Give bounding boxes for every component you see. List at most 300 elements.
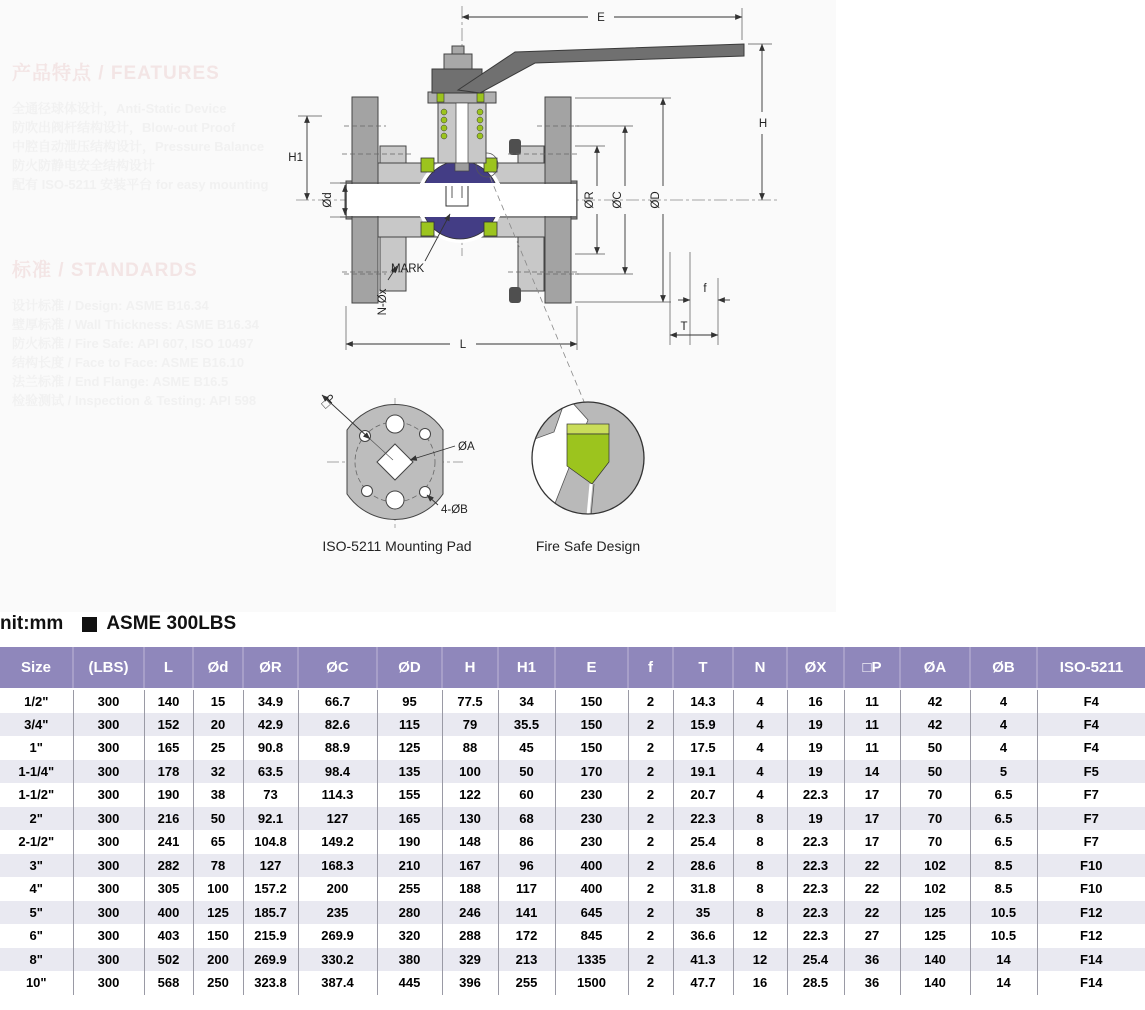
bullet-square-icon bbox=[82, 617, 97, 632]
spec-cell-r6-c11: 25.4 bbox=[673, 830, 733, 854]
spec-cell-r0-c14: 11 bbox=[844, 689, 900, 713]
spec-cell-r10-c14: 27 bbox=[844, 924, 900, 948]
spec-col-header-14: □P bbox=[844, 647, 900, 689]
spec-cell-r8-c4: 157.2 bbox=[243, 877, 298, 901]
spec-cell-r9-c12: 8 bbox=[733, 901, 787, 925]
spec-cell-r7-c16: 8.5 bbox=[970, 854, 1037, 878]
spec-cell-r3-c17: F5 bbox=[1083, 763, 1099, 779]
spec-cell-r11-c15: 140 bbox=[900, 948, 970, 972]
spec-cell-r11-c13: 25.4 bbox=[787, 948, 844, 972]
spec-cell-r11-c7: 329 bbox=[442, 948, 498, 972]
dim-H bbox=[748, 44, 772, 200]
iso5211-pad-view bbox=[320, 392, 475, 528]
spec-cell-r8-c13: 22.3 bbox=[787, 877, 844, 901]
spec-cell-r10-c12: 12 bbox=[733, 924, 787, 948]
spec-cell-r6-c6: 190 bbox=[377, 830, 442, 854]
spec-cell-r2-c2: 165 bbox=[144, 736, 193, 760]
spec-cell-r12-c14: 36 bbox=[844, 971, 900, 995]
spec-cell-r3-c16: 5 bbox=[970, 760, 1037, 784]
spec-cell-r1-c14: 11 bbox=[844, 713, 900, 737]
spec-cell-r3-c10: 2 bbox=[628, 760, 673, 784]
spec-cell-r7-c12: 8 bbox=[733, 854, 787, 878]
spec-cell-r10-c7: 288 bbox=[442, 924, 498, 948]
spec-cell-r4-c2: 190 bbox=[144, 783, 193, 807]
spec-cell-r3-c13: 19 bbox=[787, 760, 844, 784]
spec-cell-r7-c9: 400 bbox=[555, 854, 628, 878]
spec-cell-r6-c12: 8 bbox=[733, 830, 787, 854]
table-row bbox=[0, 971, 1145, 995]
spec-cell-r11-c16: 14 bbox=[970, 948, 1037, 972]
spec-cell-r9-c2: 400 bbox=[144, 901, 193, 925]
spec-cell-r6-c7: 148 bbox=[442, 830, 498, 854]
spec-cell-r4-c17: F7 bbox=[1083, 787, 1099, 803]
stem-assembly bbox=[428, 92, 496, 171]
spec-cell-r6-c4: 104.8 bbox=[243, 830, 298, 854]
pad-label-OB: 4-ØB bbox=[441, 504, 468, 516]
faded-line: 防火防静电安全结构设计 bbox=[12, 158, 156, 173]
spec-cell-r4-c13: 22.3 bbox=[787, 783, 844, 807]
spec-cell-r10-c11: 36.6 bbox=[673, 924, 733, 948]
spec-col-header-13: ØX bbox=[787, 647, 844, 689]
spec-cell-r5-c9: 230 bbox=[555, 807, 628, 831]
spec-cell-r5-c16: 6.5 bbox=[970, 807, 1037, 831]
spec-cell-r12-c8: 255 bbox=[498, 971, 555, 995]
pad-caption: ISO-5211 Mounting Pad bbox=[322, 538, 472, 554]
spec-cell-r0-c12: 4 bbox=[733, 689, 787, 713]
spec-cell-r12-c16: 14 bbox=[970, 971, 1037, 995]
spec-cell-r3-c5: 98.4 bbox=[298, 760, 377, 784]
spec-cell-r8-c10: 2 bbox=[628, 877, 673, 901]
spec-cell-r0-c1: 300 bbox=[73, 689, 144, 713]
spec-cell-r2-c13: 19 bbox=[787, 736, 844, 760]
body-stud-bottom bbox=[509, 287, 521, 303]
series-text: ASME 300LBS bbox=[106, 613, 237, 634]
dim-label-L: L bbox=[459, 339, 467, 351]
dim-label-f: f bbox=[703, 283, 707, 295]
spec-cell-r10-c9: 845 bbox=[555, 924, 628, 948]
spec-cell-r0-c7: 77.5 bbox=[442, 689, 498, 713]
spec-cell-r2-c6: 125 bbox=[377, 736, 442, 760]
faded-features-lines bbox=[12, 99, 268, 194]
spec-cell-r4-c15: 70 bbox=[900, 783, 970, 807]
spec-cell-r11-c0: 8" bbox=[0, 948, 73, 972]
spec-cell-r5-c7: 130 bbox=[442, 807, 498, 831]
table-row bbox=[0, 854, 1145, 878]
spec-cell-r5-c6: 165 bbox=[377, 807, 442, 831]
dim-label-NOx: N-Øx bbox=[377, 288, 389, 316]
faded-line: 法兰标准 / End Flange: ASME B16.5 bbox=[12, 374, 229, 389]
spec-col-header-17: ISO-5211 bbox=[1037, 647, 1145, 689]
spec-cell-r5-c8: 68 bbox=[498, 807, 555, 831]
spec-col-header-12: N bbox=[733, 647, 787, 689]
spec-cell-r3-c0: 1-1/4" bbox=[0, 760, 73, 784]
spec-cell-r1-c12: 4 bbox=[733, 713, 787, 737]
spec-cell-r5-c2: 216 bbox=[144, 807, 193, 831]
spec-cell-r0-c2: 140 bbox=[144, 689, 193, 713]
dim-H1 bbox=[288, 116, 322, 200]
spec-cell-r10-c8: 172 bbox=[498, 924, 555, 948]
faded-line: 防吹出阀杆结构设计，Blow-out Proof bbox=[12, 120, 236, 135]
spec-cell-r4-c14: 17 bbox=[844, 783, 900, 807]
spec-cell-r8-c8: 117 bbox=[498, 877, 555, 901]
table-row bbox=[0, 901, 1145, 925]
spec-cell-r1-c16: 4 bbox=[970, 713, 1037, 737]
spec-cell-r8-c6: 255 bbox=[377, 877, 442, 901]
spec-cell-r8-c15: 102 bbox=[900, 877, 970, 901]
spec-cell-r5-c4: 92.1 bbox=[243, 807, 298, 831]
spec-cell-r11-c5: 330.2 bbox=[298, 948, 377, 972]
faded-line: 防火标准 / Fire Safe: API 607, ISO 10497 bbox=[12, 336, 254, 351]
spec-col-header-16: ØB bbox=[970, 647, 1037, 689]
spec-cell-r10-c10: 2 bbox=[628, 924, 673, 948]
spec-cell-r7-c17: F10 bbox=[1080, 857, 1103, 873]
spec-col-header-5: ØC bbox=[298, 647, 377, 689]
spec-cell-r9-c4: 185.7 bbox=[243, 901, 298, 925]
spec-cell-r7-c5: 168.3 bbox=[298, 854, 377, 878]
spec-cell-r8-c5: 200 bbox=[298, 877, 377, 901]
spec-cell-r1-c5: 82.6 bbox=[298, 713, 377, 737]
spec-cell-r0-c4: 34.9 bbox=[243, 689, 298, 713]
dim-label-OR: ØR bbox=[584, 191, 596, 209]
spec-cell-r7-c4: 127 bbox=[243, 854, 298, 878]
table-row bbox=[0, 713, 1145, 737]
spec-cell-r3-c2: 178 bbox=[144, 760, 193, 784]
spec-cell-r9-c6: 280 bbox=[377, 901, 442, 925]
table-row bbox=[0, 948, 1145, 972]
spec-cell-r4-c1: 300 bbox=[73, 783, 144, 807]
spec-cell-r4-c8: 60 bbox=[498, 783, 555, 807]
spec-cell-r4-c9: 230 bbox=[555, 783, 628, 807]
table-row bbox=[0, 830, 1145, 854]
spec-cell-r8-c9: 400 bbox=[555, 877, 628, 901]
spec-cell-r0-c5: 66.7 bbox=[298, 689, 377, 713]
spec-cell-r12-c1: 300 bbox=[73, 971, 144, 995]
spec-cell-r2-c8: 45 bbox=[498, 736, 555, 760]
valve-drawing bbox=[280, 0, 800, 600]
spec-cell-r12-c6: 445 bbox=[377, 971, 442, 995]
spec-cell-r1-c6: 115 bbox=[377, 713, 442, 737]
spec-cell-r1-c0: 3/4" bbox=[0, 713, 73, 737]
spec-cell-r7-c0: 3" bbox=[0, 854, 73, 878]
spec-cell-r5-c10: 2 bbox=[628, 807, 673, 831]
spec-cell-r1-c10: 2 bbox=[628, 713, 673, 737]
spec-cell-r1-c3: 20 bbox=[193, 713, 243, 737]
spec-cell-r5-c13: 19 bbox=[787, 807, 844, 831]
faded-standards-heading: 标准 / STANDARDS bbox=[12, 260, 198, 281]
spec-cell-r0-c9: 150 bbox=[555, 689, 628, 713]
spec-cell-r11-c14: 36 bbox=[844, 948, 900, 972]
pad-label-P: □P bbox=[319, 392, 339, 412]
spec-cell-r2-c4: 90.8 bbox=[243, 736, 298, 760]
spec-col-header-1: (LBS) bbox=[73, 647, 144, 689]
spec-cell-r8-c1: 300 bbox=[73, 877, 144, 901]
spec-cell-r7-c14: 22 bbox=[844, 854, 900, 878]
spec-cell-r4-c6: 155 bbox=[377, 783, 442, 807]
spec-cell-r12-c11: 47.7 bbox=[673, 971, 733, 995]
spec-cell-r11-c10: 2 bbox=[628, 948, 673, 972]
spec-cell-r6-c1: 300 bbox=[73, 830, 144, 854]
spec-cell-r12-c12: 16 bbox=[733, 971, 787, 995]
table-row bbox=[0, 760, 1145, 784]
spec-cell-r2-c15: 50 bbox=[900, 736, 970, 760]
spec-cell-r11-c6: 380 bbox=[377, 948, 442, 972]
spec-cell-r3-c3: 32 bbox=[193, 760, 243, 784]
spec-cell-r6-c16: 6.5 bbox=[970, 830, 1037, 854]
spec-cell-r2-c5: 88.9 bbox=[298, 736, 377, 760]
faded-line: 检验测试 / Inspection & Testing: API 598 bbox=[12, 393, 257, 408]
spec-cell-r11-c1: 300 bbox=[73, 948, 144, 972]
spec-cell-r7-c7: 167 bbox=[442, 854, 498, 878]
spec-cell-r1-c4: 42.9 bbox=[243, 713, 298, 737]
dim-T bbox=[670, 252, 718, 345]
spec-cell-r5-c17: F7 bbox=[1083, 810, 1099, 826]
spec-cell-r1-c13: 19 bbox=[787, 713, 844, 737]
spec-col-header-9: E bbox=[555, 647, 628, 689]
spec-cell-r9-c3: 125 bbox=[193, 901, 243, 925]
dim-label-Od: Ød bbox=[322, 192, 334, 208]
spec-cell-r6-c9: 230 bbox=[555, 830, 628, 854]
spec-cell-r7-c1: 300 bbox=[73, 854, 144, 878]
spec-cell-r10-c15: 125 bbox=[900, 924, 970, 948]
table-row bbox=[0, 807, 1145, 831]
spec-cell-r3-c14: 14 bbox=[844, 760, 900, 784]
spec-cell-r0-c3: 15 bbox=[193, 689, 243, 713]
spec-cell-r9-c1: 300 bbox=[73, 901, 144, 925]
spec-cell-r5-c0: 2" bbox=[0, 807, 73, 831]
spec-cell-r7-c13: 22.3 bbox=[787, 854, 844, 878]
spec-cell-r1-c1: 300 bbox=[73, 713, 144, 737]
spec-cell-r2-c14: 11 bbox=[844, 736, 900, 760]
spec-cell-r4-c11: 20.7 bbox=[673, 783, 733, 807]
faded-standards-block bbox=[12, 255, 259, 410]
spec-col-header-10: f bbox=[628, 647, 673, 689]
spec-cell-r3-c9: 170 bbox=[555, 760, 628, 784]
spec-cell-r2-c7: 88 bbox=[442, 736, 498, 760]
spec-cell-r12-c3: 250 bbox=[193, 971, 243, 995]
spec-cell-r10-c0: 6" bbox=[0, 924, 73, 948]
spec-cell-r12-c5: 387.4 bbox=[298, 971, 377, 995]
spec-cell-r12-c0: 10" bbox=[0, 971, 73, 995]
spec-cell-r3-c15: 50 bbox=[900, 760, 970, 784]
spec-table bbox=[0, 647, 1145, 995]
spec-cell-r9-c16: 10.5 bbox=[970, 901, 1037, 925]
faded-line: 结构长度 / Face to Face: ASME B16.10 bbox=[12, 355, 245, 370]
spec-cell-r12-c17: F14 bbox=[1080, 975, 1103, 991]
spec-cell-r10-c2: 403 bbox=[144, 924, 193, 948]
spec-cell-r10-c1: 300 bbox=[73, 924, 144, 948]
spec-cell-r6-c17: F7 bbox=[1083, 834, 1099, 850]
spec-cell-r2-c3: 25 bbox=[193, 736, 243, 760]
spec-cell-r2-c9: 150 bbox=[555, 736, 628, 760]
spec-cell-r11-c9: 1335 bbox=[555, 948, 628, 972]
spec-cell-r9-c15: 125 bbox=[900, 901, 970, 925]
spec-cell-r11-c3: 200 bbox=[193, 948, 243, 972]
spec-cell-r12-c10: 2 bbox=[628, 971, 673, 995]
spec-cell-r2-c12: 4 bbox=[733, 736, 787, 760]
spec-cell-r9-c8: 141 bbox=[498, 901, 555, 925]
spec-cell-r6-c8: 86 bbox=[498, 830, 555, 854]
table-row bbox=[0, 924, 1145, 948]
spec-cell-r4-c5: 114.3 bbox=[298, 783, 377, 807]
faded-features-heading: 产品特点 / FEATURES bbox=[12, 63, 220, 84]
spec-cell-r2-c17: F4 bbox=[1083, 740, 1099, 756]
spec-cell-r2-c1: 300 bbox=[73, 736, 144, 760]
spec-col-header-4: ØR bbox=[243, 647, 298, 689]
spec-cell-r8-c16: 8.5 bbox=[970, 877, 1037, 901]
unit-text: nit:mm bbox=[0, 613, 64, 634]
mark-label: MARK bbox=[391, 263, 425, 275]
spec-cell-r12-c9: 1500 bbox=[555, 971, 628, 995]
spec-cell-r9-c17: F12 bbox=[1080, 904, 1103, 920]
spec-cell-r12-c13: 28.5 bbox=[787, 971, 844, 995]
spec-cell-r11-c8: 213 bbox=[498, 948, 555, 972]
spec-cell-r8-c17: F10 bbox=[1080, 881, 1103, 897]
spec-cell-r7-c8: 96 bbox=[498, 854, 555, 878]
spec-cell-r6-c10: 2 bbox=[628, 830, 673, 854]
dim-label-T: T bbox=[680, 321, 688, 333]
spec-cell-r5-c1: 300 bbox=[73, 807, 144, 831]
faded-features-block bbox=[12, 58, 268, 194]
spec-cell-r12-c7: 396 bbox=[442, 971, 498, 995]
spec-col-header-2: L bbox=[144, 647, 193, 689]
spec-cell-r10-c17: F12 bbox=[1080, 928, 1103, 944]
spec-cell-r11-c11: 41.3 bbox=[673, 948, 733, 972]
spec-cell-r9-c7: 246 bbox=[442, 901, 498, 925]
spec-cell-r5-c11: 22.3 bbox=[673, 807, 733, 831]
spec-cell-r5-c14: 17 bbox=[844, 807, 900, 831]
spec-cell-r0-c0: 1/2" bbox=[0, 689, 73, 713]
table-row bbox=[0, 877, 1145, 901]
spec-cell-r1-c15: 42 bbox=[900, 713, 970, 737]
spec-col-header-15: ØA bbox=[900, 647, 970, 689]
spec-cell-r10-c4: 215.9 bbox=[243, 924, 298, 948]
spec-cell-r7-c15: 102 bbox=[900, 854, 970, 878]
spec-cell-r9-c11: 35 bbox=[673, 901, 733, 925]
spec-cell-r3-c7: 100 bbox=[442, 760, 498, 784]
spec-cell-r6-c2: 241 bbox=[144, 830, 193, 854]
spec-cell-r3-c1: 300 bbox=[73, 760, 144, 784]
body-stud-top bbox=[509, 139, 521, 155]
spec-cell-r0-c8: 34 bbox=[498, 689, 555, 713]
spec-cell-r7-c11: 28.6 bbox=[673, 854, 733, 878]
table-row bbox=[0, 736, 1145, 760]
spec-cell-r10-c5: 269.9 bbox=[298, 924, 377, 948]
spec-cell-r3-c6: 135 bbox=[377, 760, 442, 784]
faded-line: 壁厚标准 / Wall Thickness: ASME B16.34 bbox=[12, 317, 259, 332]
spec-cell-r2-c16: 4 bbox=[970, 736, 1037, 760]
spec-cell-r1-c17: F4 bbox=[1083, 716, 1099, 732]
spec-cell-r4-c10: 2 bbox=[628, 783, 673, 807]
spec-cell-r5-c15: 70 bbox=[900, 807, 970, 831]
spec-cell-r3-c11: 19.1 bbox=[673, 760, 733, 784]
spec-col-header-11: T bbox=[673, 647, 733, 689]
spec-cell-r6-c13: 22.3 bbox=[787, 830, 844, 854]
spec-cell-r9-c5: 235 bbox=[298, 901, 377, 925]
pad-label-OA: ØA bbox=[458, 441, 475, 453]
spec-cell-r7-c3: 78 bbox=[193, 854, 243, 878]
spec-cell-r2-c11: 17.5 bbox=[673, 736, 733, 760]
dim-label-OD: ØD bbox=[650, 191, 662, 209]
spec-cell-r4-c16: 6.5 bbox=[970, 783, 1037, 807]
spec-cell-r8-c0: 4" bbox=[0, 877, 73, 901]
spec-cell-r1-c11: 15.9 bbox=[673, 713, 733, 737]
spec-cell-r1-c2: 152 bbox=[144, 713, 193, 737]
spec-cell-r5-c3: 50 bbox=[193, 807, 243, 831]
spec-cell-r11-c12: 12 bbox=[733, 948, 787, 972]
spec-cell-r3-c4: 63.5 bbox=[243, 760, 298, 784]
dim-label-H1: H1 bbox=[288, 152, 303, 164]
spec-cell-r9-c0: 5" bbox=[0, 901, 73, 925]
spec-cell-r0-c16: 4 bbox=[970, 689, 1037, 713]
spec-cell-r3-c12: 4 bbox=[733, 760, 787, 784]
dim-label-H: H bbox=[758, 118, 768, 130]
spec-cell-r8-c11: 31.8 bbox=[673, 877, 733, 901]
dim-label-E: E bbox=[597, 12, 605, 24]
spec-cell-r6-c3: 65 bbox=[193, 830, 243, 854]
spec-cell-r5-c5: 127 bbox=[298, 807, 377, 831]
unit-series-line bbox=[0, 610, 236, 638]
spec-cell-r1-c9: 150 bbox=[555, 713, 628, 737]
spec-col-header-3: Ød bbox=[193, 647, 243, 689]
ball-bore bbox=[420, 183, 500, 217]
spec-cell-r0-c15: 42 bbox=[900, 689, 970, 713]
spec-cell-r4-c12: 4 bbox=[733, 783, 787, 807]
spec-cell-r4-c4: 73 bbox=[243, 783, 298, 807]
spec-cell-r6-c0: 2-1/2" bbox=[0, 830, 73, 854]
table-row bbox=[0, 783, 1145, 807]
spec-col-header-6: ØD bbox=[377, 647, 442, 689]
spec-cell-r4-c7: 122 bbox=[442, 783, 498, 807]
spec-cell-r11-c2: 502 bbox=[144, 948, 193, 972]
spec-cell-r6-c14: 17 bbox=[844, 830, 900, 854]
spec-cell-r3-c8: 50 bbox=[498, 760, 555, 784]
dim-E bbox=[462, 8, 742, 40]
spec-cell-r1-c8: 35.5 bbox=[498, 713, 555, 737]
spec-cell-r0-c13: 16 bbox=[787, 689, 844, 713]
spec-cell-r11-c4: 269.9 bbox=[243, 948, 298, 972]
spec-cell-r4-c0: 1-1/2" bbox=[0, 783, 73, 807]
faded-line: 中腔自动泄压结构设计，Pressure Balance bbox=[12, 139, 265, 154]
spec-cell-r8-c14: 22 bbox=[844, 877, 900, 901]
spec-cell-r11-c17: F14 bbox=[1080, 951, 1103, 967]
spec-cell-r5-c12: 8 bbox=[733, 807, 787, 831]
table-row bbox=[0, 689, 1145, 713]
spec-cell-r1-c7: 79 bbox=[442, 713, 498, 737]
spec-cell-r7-c2: 282 bbox=[144, 854, 193, 878]
spec-cell-r10-c6: 320 bbox=[377, 924, 442, 948]
dim-label-OC: ØC bbox=[612, 191, 624, 209]
spec-cell-r12-c2: 568 bbox=[144, 971, 193, 995]
spec-cell-r0-c6: 95 bbox=[377, 689, 442, 713]
spec-cell-r8-c12: 8 bbox=[733, 877, 787, 901]
faded-line: 全通径球体设计，Anti-Static Device bbox=[12, 101, 227, 116]
spec-cell-r2-c0: 1" bbox=[0, 736, 73, 760]
faded-standards-lines bbox=[12, 296, 259, 410]
faded-line: 设计标准 / Design: ASME B16.34 bbox=[12, 298, 209, 313]
spec-cell-r8-c3: 100 bbox=[193, 877, 243, 901]
lever-handle bbox=[432, 44, 744, 93]
fire-safe-caption: Fire Safe Design bbox=[535, 538, 641, 554]
spec-cell-r9-c10: 2 bbox=[628, 901, 673, 925]
spec-cell-r9-c14: 22 bbox=[844, 901, 900, 925]
spec-cell-r0-c10: 2 bbox=[628, 689, 673, 713]
spec-cell-r10-c13: 22.3 bbox=[787, 924, 844, 948]
spec-cell-r6-c15: 70 bbox=[900, 830, 970, 854]
spec-cell-r10-c16: 10.5 bbox=[970, 924, 1037, 948]
spec-cell-r0-c17: F4 bbox=[1083, 693, 1099, 709]
spec-cell-r12-c4: 323.8 bbox=[243, 971, 298, 995]
spec-col-header-7: H bbox=[442, 647, 498, 689]
